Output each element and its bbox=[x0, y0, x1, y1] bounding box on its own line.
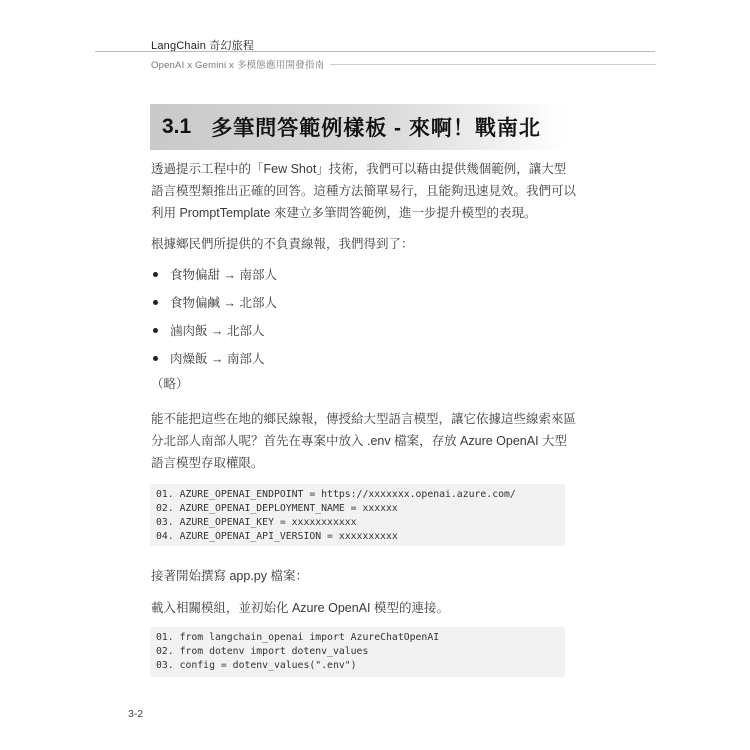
list-item-text: 食物偏甜 → 南部人 bbox=[170, 268, 277, 282]
app-intro-paragraph: 接著開始撰寫 app.py 檔案： bbox=[151, 569, 308, 583]
intro-paragraph: 透過提示工程中的「Few Shot」技術，我們可以藉由提供幾個範例，讓大型語言模型類推出正確的回答。這種方法簡單易行，且能夠迅速見效。我們可以利用 PromptTemplate 來建立多筆問答範例，進一步提升模型的表現。 bbox=[151, 162, 577, 220]
subtitle-rule bbox=[330, 64, 656, 65]
bullet-icon bbox=[153, 328, 158, 333]
list-item-text: 滷肉飯 → 北部人 bbox=[170, 324, 265, 338]
code-line: 02. from dotenv import dotenv_values bbox=[156, 646, 369, 657]
bullet-icon bbox=[153, 300, 158, 305]
section-heading bbox=[150, 104, 566, 150]
header-subtitle-row bbox=[151, 57, 656, 71]
list-item bbox=[151, 316, 571, 344]
section-number: 3.1 bbox=[162, 115, 192, 138]
list-item bbox=[151, 344, 571, 372]
rumor-intro-paragraph: 根據鄉民們所提供的不負責線報，我們得到了： bbox=[151, 237, 414, 251]
bullet-icon bbox=[153, 356, 158, 361]
code-line: 04. AZURE_OPENAI_API_VERSION = xxxxxxxxxx bbox=[156, 531, 398, 542]
list-item bbox=[151, 260, 571, 288]
rumor-list bbox=[151, 260, 571, 372]
page-number: 3-2 bbox=[128, 708, 144, 720]
bullet-icon bbox=[153, 272, 158, 277]
env-code-block bbox=[150, 484, 565, 546]
code-line: 03. AZURE_OPENAI_KEY = xxxxxxxxxxx bbox=[156, 517, 357, 528]
list-item-text: 肉燥飯 → 南部人 bbox=[170, 352, 265, 366]
code-line: 03. config = dotenv_values(".env") bbox=[156, 660, 357, 671]
list-item bbox=[151, 288, 571, 316]
book-title: LangChain 奇幻旅程 bbox=[151, 40, 255, 52]
section-title: 多筆問答範例樣板 - 來啊！戰南北 bbox=[211, 117, 541, 140]
header-rule bbox=[95, 51, 655, 52]
code-line: 01. from langchain_openai import AzureChatOpenAI bbox=[156, 632, 440, 643]
list-item-text: 食物偏鹹 → 北部人 bbox=[170, 296, 277, 310]
env-intro-paragraph: 能不能把這些在地的鄉民線報，傳授給大型語言模型，讓它依據這些線索來區分北部人南部人呢？首先在專案中放入 .env 檔案，存放 Azure OpenAI 大型語言模型存取權限。 bbox=[151, 412, 577, 470]
code-line: 01. AZURE_OPENAI_ENDPOINT = https://xxxxxxx.openai.azure.com/ bbox=[156, 489, 516, 500]
omitted-note: （略） bbox=[151, 377, 189, 391]
app-code-block bbox=[150, 627, 565, 677]
book-subtitle: OpenAI x Gemini x 多模態應用開發指南 bbox=[151, 60, 325, 71]
import-intro-paragraph: 載入相關模組，並初始化 Azure OpenAI 模型的連接。 bbox=[151, 601, 449, 615]
code-line: 02. AZURE_OPENAI_DEPLOYMENT_NAME = xxxxxx bbox=[156, 503, 398, 514]
